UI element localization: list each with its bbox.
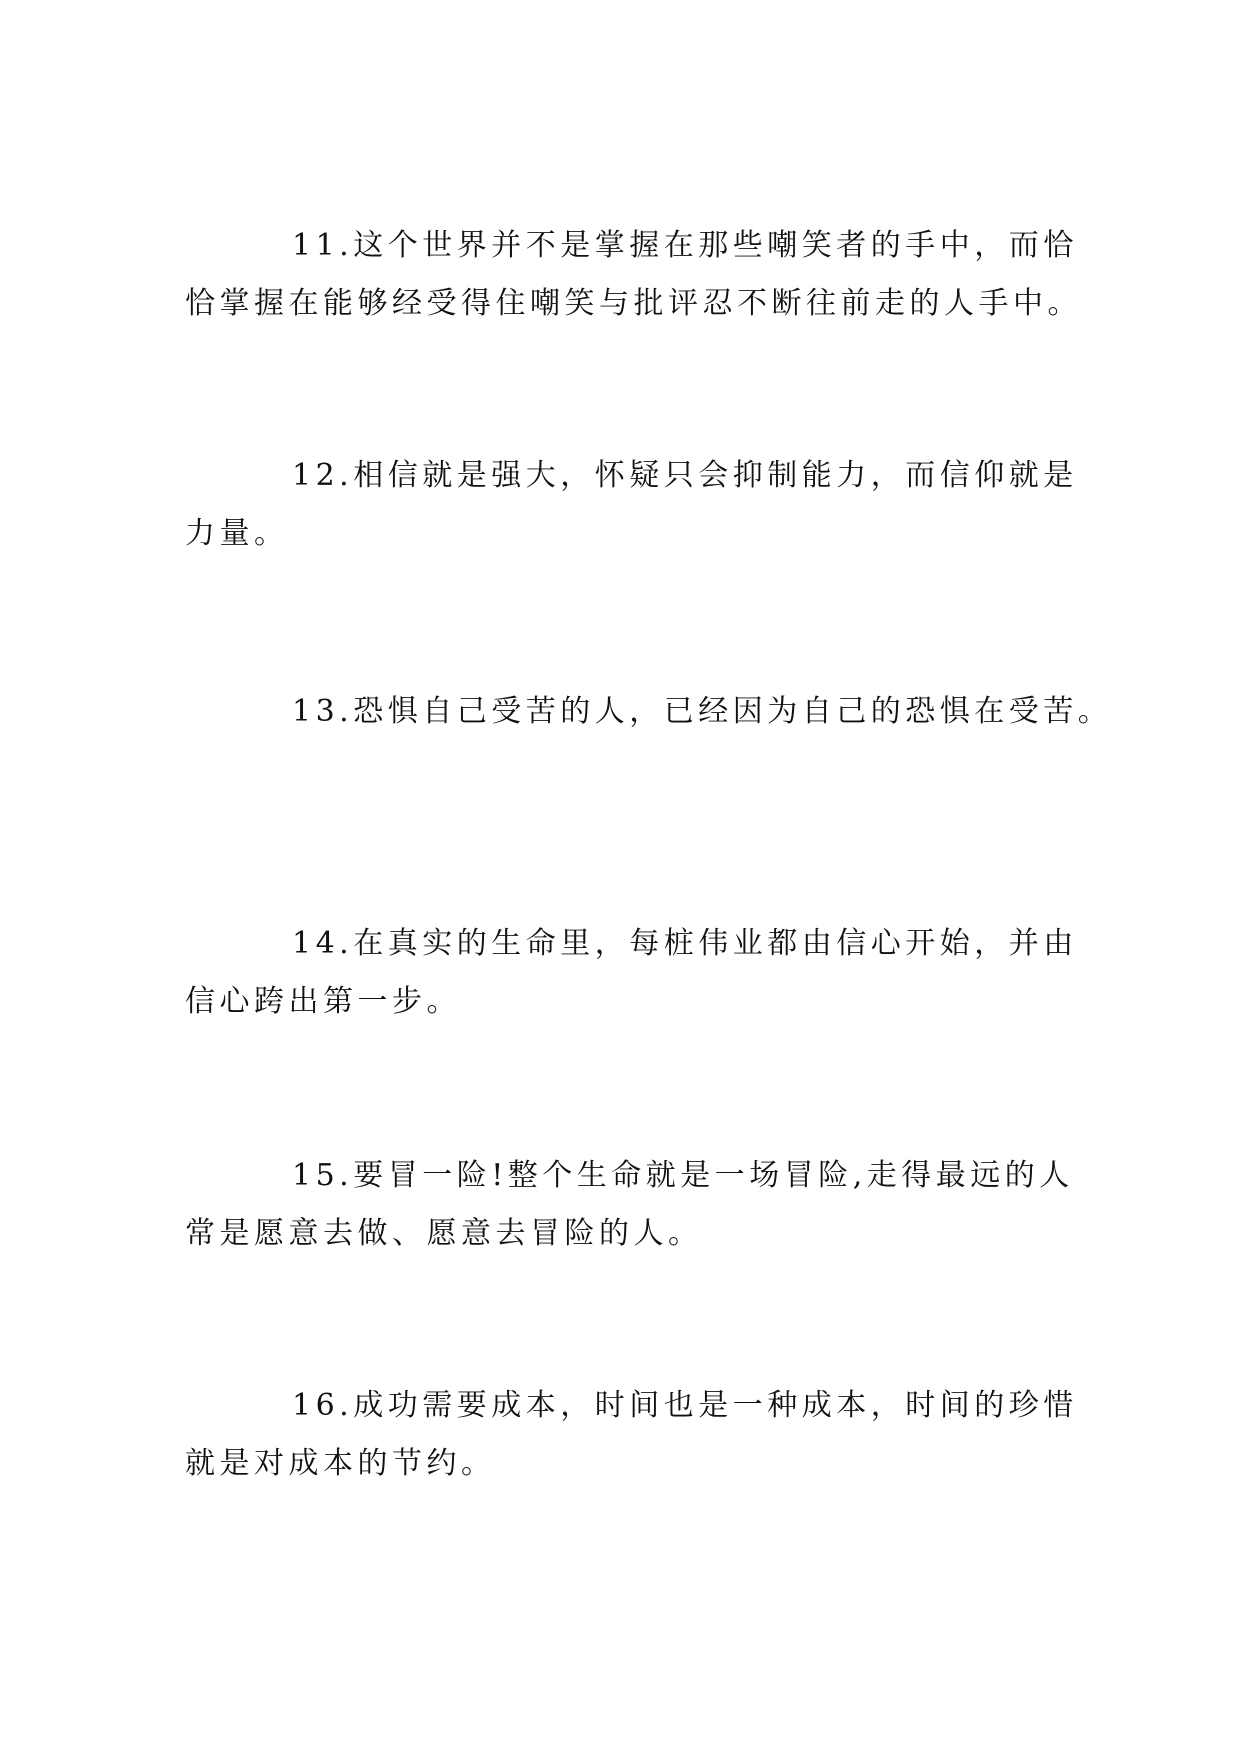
paragraph-line: 常是愿意去做、愿意去冒险的人。 — [185, 1216, 703, 1251]
paragraph-12 — [185, 447, 1078, 563]
paragraph-line: 13.恐惧自己受苦的人，已经因为自己的恐惧在受苦。 — [292, 694, 1113, 729]
paragraph-line: 信心跨出第一步。 — [185, 984, 461, 1019]
paragraph-line: 12.相信就是强大，怀疑只会抑制能力，而信仰就是 — [292, 458, 1078, 493]
paragraph-11 — [185, 217, 1082, 333]
paragraph-line: 15.要冒一险!整个生命就是一场冒险,走得最远的人 — [292, 1158, 1074, 1193]
paragraph-line: 16.成功需要成本，时间也是一种成本，时间的珍惜 — [292, 1388, 1078, 1423]
paragraph-line: 力量。 — [185, 516, 289, 551]
paragraph-13 — [185, 683, 1113, 741]
paragraph-14 — [185, 915, 1078, 1031]
paragraph-15 — [185, 1147, 1074, 1263]
paragraph-line: 11.这个世界并不是掌握在那些嘲笑者的手中，而恰 — [292, 228, 1078, 263]
paragraph-line: 就是对成本的节约。 — [185, 1446, 496, 1481]
paragraph-16 — [185, 1377, 1078, 1493]
paragraph-line: 恰掌握在能够经受得住嘲笑与批评忍不断往前走的人手中。 — [185, 286, 1082, 321]
paragraph-line: 14.在真实的生命里，每桩伟业都由信心开始，并由 — [292, 926, 1078, 961]
